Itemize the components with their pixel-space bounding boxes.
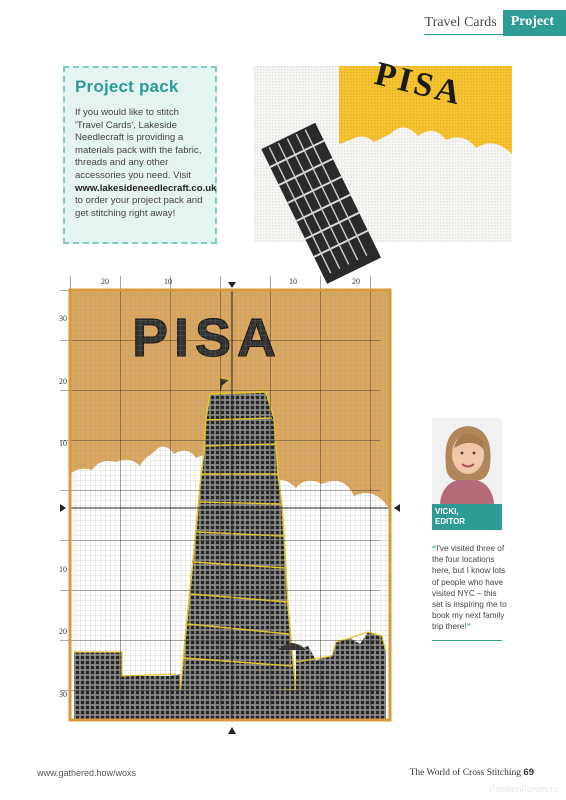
section-title: Travel Cards xyxy=(424,15,497,30)
editor-quote xyxy=(432,543,508,633)
footer-folio xyxy=(410,767,534,778)
project-pack-link[interactable]: www.lakesideneedlecraft.co.uk xyxy=(75,182,217,194)
section-tag: Project xyxy=(503,10,566,36)
header-rule xyxy=(424,34,566,35)
project-pack-title: Project pack xyxy=(75,77,179,96)
project-pack-text-2: to order your project pack and get stitching right away! xyxy=(75,195,203,219)
project-pack-box xyxy=(63,66,217,244)
open-quote-icon: “ xyxy=(432,544,437,553)
footer-magazine: The World of Cross Stitching xyxy=(409,768,522,778)
cross-stitch-chart xyxy=(60,276,400,734)
close-quote-icon: ” xyxy=(466,622,471,632)
editor-quote-text: I've visited three of the four locations here, but I know lots of people who have visited NYC – this set is inspiring me to book my next family trip there! xyxy=(432,544,507,632)
editor-portrait xyxy=(432,418,502,504)
chart-center-marker-right xyxy=(394,504,400,512)
footer-url[interactable]: www.gathered.how/woxs xyxy=(37,768,137,778)
section-header xyxy=(425,10,566,36)
project-pack-text-1: If you would like to stitch 'Travel Cards', Lakeside Needlecraft is providing a materials pack with the fabric, threads and any other accessories you need. Visit xyxy=(75,107,202,181)
quote-rule xyxy=(432,640,502,641)
editor-name: VICKI, xyxy=(435,507,459,516)
photo-lettering: PISA xyxy=(371,55,467,113)
page-number: 69 xyxy=(523,767,534,778)
watermark: PassionForum.ru xyxy=(489,784,558,794)
chart-center-marker-bottom xyxy=(228,727,236,734)
project-pack-text xyxy=(75,107,217,220)
stitched-pisa-photo xyxy=(254,55,512,242)
editor-role: EDITOR xyxy=(435,517,466,526)
editor-name-tag xyxy=(432,504,502,530)
